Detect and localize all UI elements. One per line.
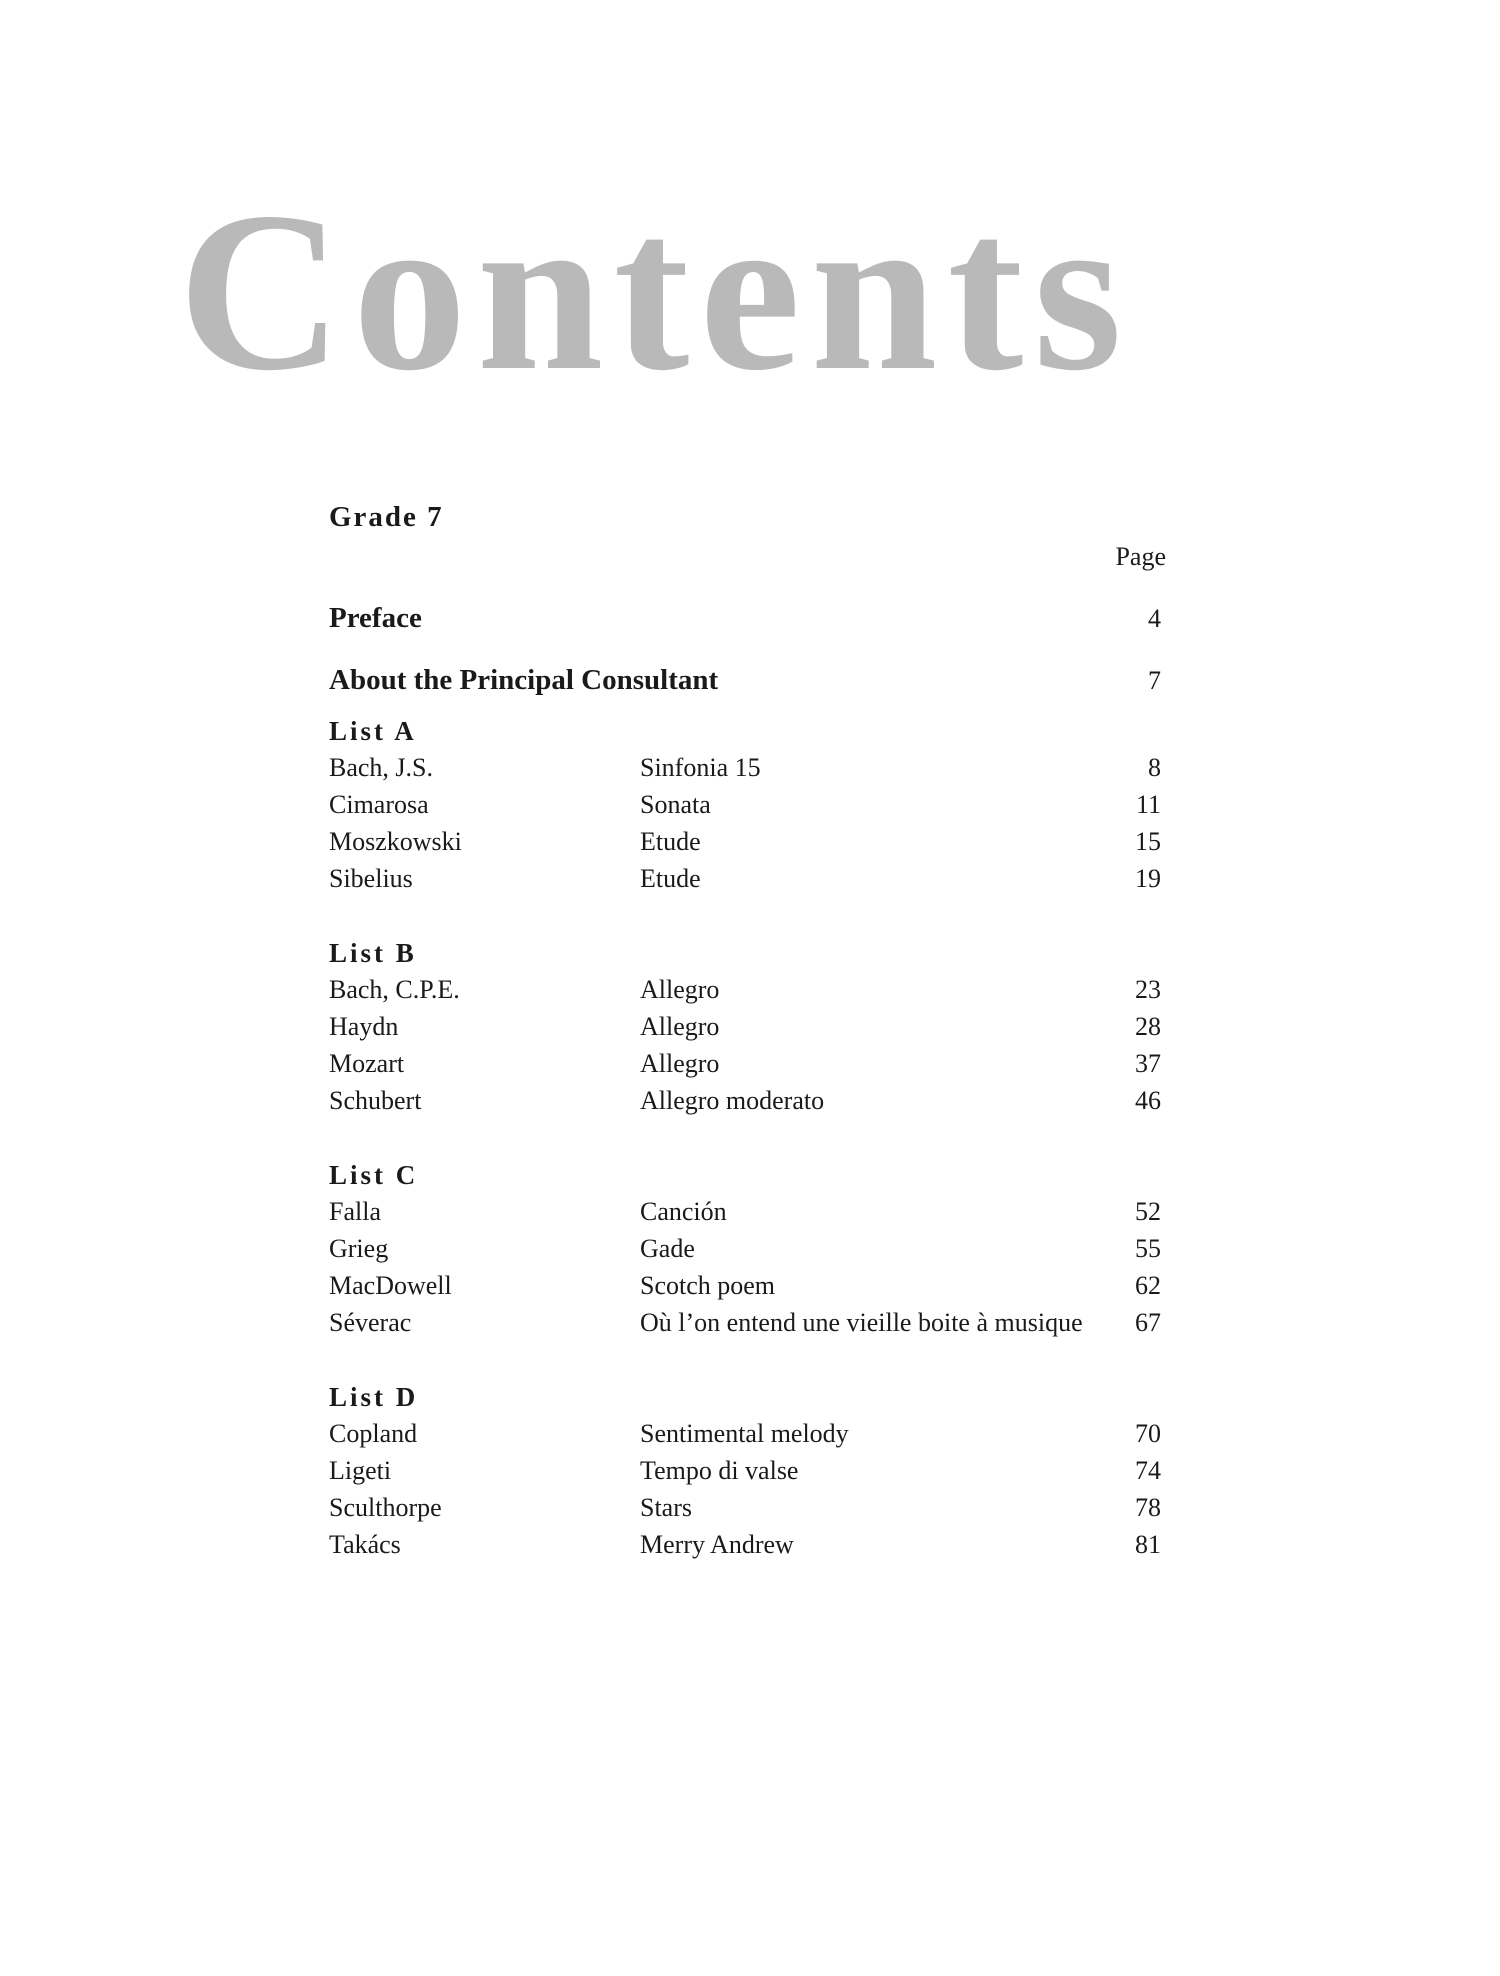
list-heading: List A [329, 716, 417, 746]
toc-entry-title: About the Principal Consultant [329, 664, 719, 696]
toc-entry-title: Preface [329, 602, 422, 634]
page-number: 37 [1135, 1049, 1161, 1078]
toc-entry[interactable] [329, 786, 1169, 823]
list-heading: List C [329, 1160, 419, 1190]
list-section [329, 1157, 1169, 1341]
page-number: 8 [1148, 753, 1161, 782]
page-number: 67 [1135, 1308, 1161, 1337]
composer-name: Cimarosa [329, 790, 429, 819]
piece-title: Sentimental melody [640, 1419, 849, 1448]
piece-title: Scotch poem [640, 1271, 776, 1300]
list-heading: List D [329, 1382, 419, 1412]
toc-entry[interactable] [329, 1267, 1169, 1304]
page-number: 70 [1135, 1419, 1161, 1448]
toc-entry[interactable] [329, 1304, 1169, 1341]
piece-title: Sinfonia 15 [640, 753, 761, 782]
toc-entry[interactable] [329, 1193, 1169, 1230]
composer-name: Mozart [329, 1049, 405, 1078]
piece-title: Etude [640, 827, 701, 856]
composer-name: Ligeti [329, 1456, 392, 1485]
page-number: 19 [1135, 864, 1161, 893]
piece-title: Canción [640, 1197, 727, 1226]
page-number: 78 [1135, 1493, 1161, 1522]
toc-entry-preface[interactable] [329, 595, 1169, 641]
toc-entry[interactable] [329, 823, 1169, 860]
list-section [329, 1379, 1169, 1563]
page-number: 52 [1135, 1197, 1161, 1226]
piece-title: Etude [640, 864, 701, 893]
page-number: 62 [1135, 1271, 1161, 1300]
page-number: 15 [1135, 827, 1161, 856]
page-column-label: Page [1115, 542, 1166, 571]
piece-title: Gade [640, 1234, 695, 1263]
page-number: 74 [1135, 1456, 1161, 1485]
composer-name: Takács [329, 1530, 401, 1559]
page-number: 11 [1135, 790, 1161, 819]
grade-heading: Grade 7 [329, 501, 444, 533]
piece-title: Merry Andrew [640, 1530, 794, 1559]
toc-entry[interactable] [329, 1230, 1169, 1267]
composer-name: Copland [329, 1419, 418, 1448]
composer-name: Schubert [329, 1086, 422, 1115]
toc-entry-about-consultant[interactable] [329, 657, 1169, 703]
composer-name: MacDowell [329, 1271, 452, 1300]
toc-entry[interactable] [329, 971, 1169, 1008]
page-number: 23 [1135, 975, 1161, 1004]
toc-entry[interactable] [329, 1526, 1169, 1563]
page-number: 81 [1135, 1530, 1161, 1559]
composer-name: Grieg [329, 1234, 389, 1263]
piece-lists [329, 713, 1169, 1563]
toc-entry[interactable] [329, 860, 1169, 897]
page-number: 28 [1135, 1012, 1161, 1041]
piece-title: Sonata [640, 790, 711, 819]
toc-entry-page: 7 [1148, 666, 1161, 695]
composer-name: Falla [329, 1197, 381, 1226]
composer-name: Sculthorpe [329, 1493, 442, 1522]
toc-entry-page: 4 [1148, 604, 1161, 633]
piece-title: Où l’on entend une vieille boite à musique [640, 1308, 1083, 1337]
table-of-contents [329, 497, 1169, 1563]
composer-name: Haydn [329, 1012, 399, 1041]
piece-title: Allegro [640, 975, 720, 1004]
piece-title: Tempo di valse [640, 1456, 799, 1485]
toc-entry[interactable] [329, 1452, 1169, 1489]
composer-name: Moszkowski [329, 827, 462, 856]
piece-title: Allegro [640, 1049, 720, 1078]
page-title: Contents [178, 166, 1133, 418]
composer-name: Bach, C.P.E. [329, 975, 460, 1004]
toc-entry[interactable] [329, 749, 1169, 786]
page-number: 46 [1135, 1086, 1161, 1115]
piece-title: Allegro moderato [640, 1086, 825, 1115]
composer-name: Séverac [329, 1308, 412, 1337]
piece-title: Allegro [640, 1012, 720, 1041]
composer-name: Bach, J.S. [329, 753, 433, 782]
list-heading: List B [329, 938, 417, 968]
toc-entry[interactable] [329, 1045, 1169, 1082]
page-number: 55 [1135, 1234, 1161, 1263]
piece-title: Stars [640, 1493, 692, 1522]
toc-entry[interactable] [329, 1082, 1169, 1119]
list-section [329, 935, 1169, 1119]
toc-entry[interactable] [329, 1008, 1169, 1045]
composer-name: Sibelius [329, 864, 413, 893]
toc-entry[interactable] [329, 1489, 1169, 1526]
list-section [329, 713, 1169, 897]
toc-entry[interactable] [329, 1415, 1169, 1452]
